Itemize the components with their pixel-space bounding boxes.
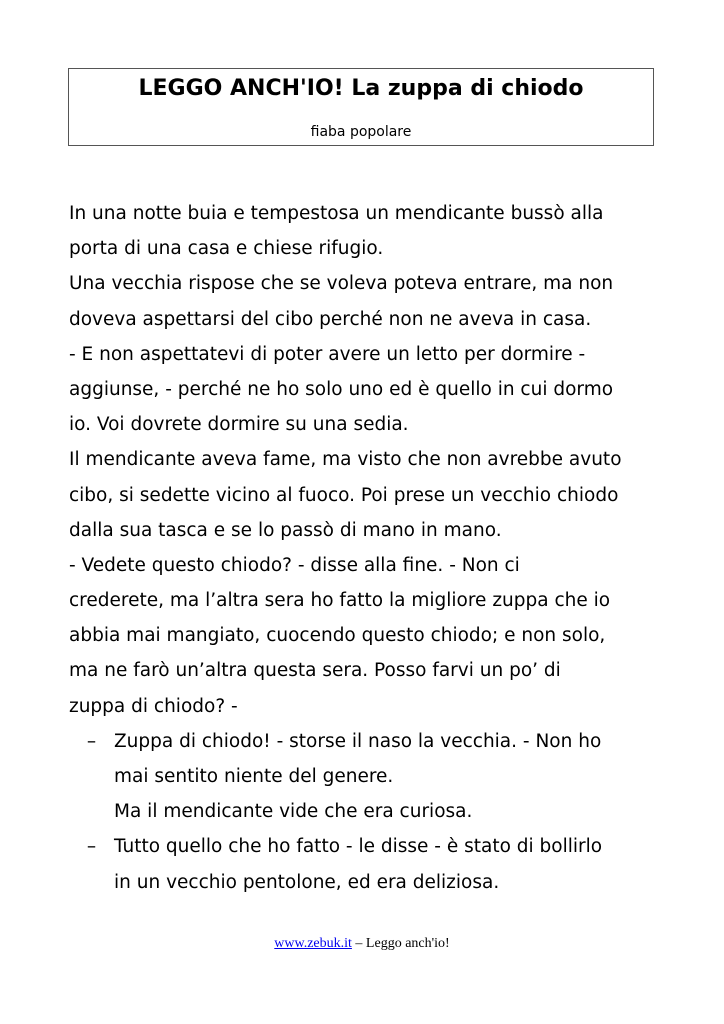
dialogue-line: Ma il mendicante vide che era curiosa. bbox=[114, 801, 473, 823]
story-line: cibo, si sedette vicino al fuoco. Poi prese un vecchio chiodo bbox=[69, 484, 619, 506]
footer-text: Leggo anch'io! bbox=[365, 936, 450, 951]
story-line: Il mendicante aveva fame, ma visto che non avrebbe avuto bbox=[69, 449, 622, 471]
list-dash: – bbox=[86, 836, 97, 858]
story-line: - E non aspettatevi di poter avere un letto per dormire - bbox=[69, 343, 586, 365]
dialogue-item bbox=[69, 829, 669, 864]
story-line: - Vedete questo chiodo? - disse alla fine. - Non ci bbox=[69, 554, 520, 576]
story-line: porta di una casa e chiese rifugio. bbox=[69, 238, 384, 260]
page-title: LEGGO ANCH'IO! La zuppa di chiodo bbox=[138, 76, 584, 101]
story-line: abbia mai mangiato, cuocendo questo chiodo; e non solo, bbox=[69, 625, 606, 647]
story-line: ma ne farò un’altra questa sera. Posso farvi un po’ di bbox=[69, 660, 561, 682]
page-subtitle: fiaba popolare bbox=[310, 124, 412, 140]
dialogue-item bbox=[69, 724, 669, 759]
dialogue-line: mai sentito niente del genere. bbox=[114, 766, 394, 787]
dialogue-line: in un vecchio pentolone, ed era deliziosa. bbox=[114, 871, 500, 893]
story-line: doveva aspettarsi del cibo perché non ne aveva in casa. bbox=[69, 308, 592, 330]
story-line: dalla sua tasca e se lo passò di mano in mano. bbox=[69, 519, 502, 541]
title-box bbox=[68, 68, 654, 146]
story-line: Una vecchia rispose che se voleva poteva entrare, ma non bbox=[69, 273, 614, 295]
story-line: zuppa di chiodo? - bbox=[69, 695, 238, 717]
dialogue-line: Tutto quello che ho fatto - le disse - è stato di bollirlo bbox=[114, 836, 603, 858]
story-line: In una notte buia e tempestosa un mendicante bussò alla bbox=[69, 203, 604, 224]
story-line: aggiunse, - perché ne ho solo uno ed è quello in cui dormo bbox=[69, 378, 614, 400]
footer-separator: – bbox=[351, 936, 366, 951]
story-line: crederete, ma l’altra sera ho fatto la migliore zuppa che io bbox=[69, 590, 611, 612]
story-line: io. Voi dovrete dormire su una sedia. bbox=[69, 414, 409, 436]
page-footer bbox=[0, 936, 724, 952]
dialogue-line: Zuppa di chiodo! - storse il naso la vecchia. - Non ho bbox=[114, 730, 602, 752]
story-text bbox=[69, 196, 669, 900]
list-dash: – bbox=[86, 730, 97, 752]
footer-link[interactable]: www.zebuk.it bbox=[274, 936, 352, 951]
